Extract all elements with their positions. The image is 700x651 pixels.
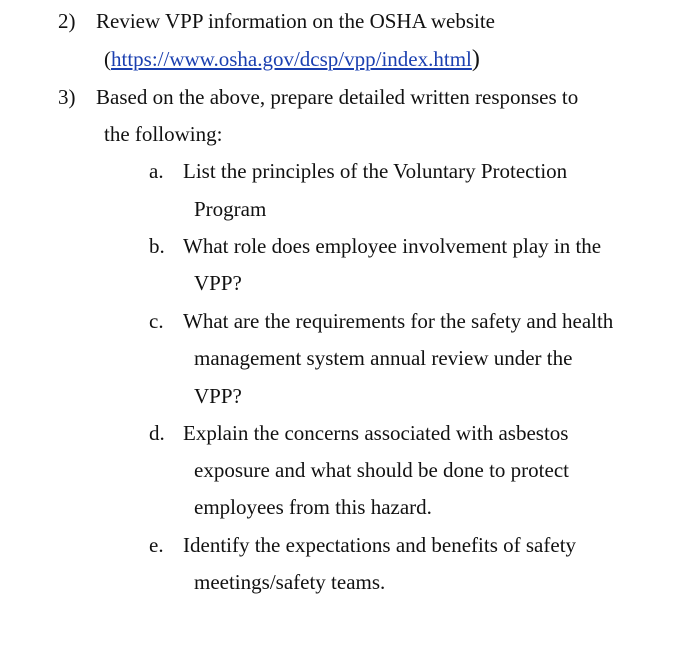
subitem-e-line-2: meetings/safety teams. <box>194 570 386 594</box>
subitem-d-line-2: exposure and what should be done to protect <box>194 458 569 482</box>
link-open-paren: ( <box>104 47 111 71</box>
subitem-d-letter: d. <box>149 421 165 445</box>
subitem-b-line-2: VPP? <box>194 271 242 295</box>
subitem-d-line-1: Explain the concerns associated with asbestos <box>183 421 569 445</box>
subitem-a-line-1: List the principles of the Voluntary Protection <box>183 159 568 183</box>
subitem-c-line-2: management system annual review under the <box>194 346 573 370</box>
item-2-text: Review VPP information on the OSHA website <box>96 9 495 33</box>
item-2-number: 2) <box>58 9 76 33</box>
osha-vpp-link[interactable]: https://www.osha.gov/dcsp/vpp/index.html <box>111 47 472 71</box>
subitem-e-line-1: Identify the expectations and benefits of safety <box>183 533 577 557</box>
subitem-c-line-3: VPP? <box>194 384 242 408</box>
item-3-line-2: the following: <box>104 122 223 146</box>
subitem-a-letter: a. <box>149 159 164 183</box>
subitem-c-letter: c. <box>149 309 164 333</box>
subitem-a-line-2: Program <box>194 197 267 221</box>
item-3-line-1: Based on the above, prepare detailed written responses to <box>96 85 579 109</box>
subitem-b-letter: b. <box>149 234 165 258</box>
item-3-number: 3) <box>58 85 76 109</box>
subitem-d-line-3: employees from this hazard. <box>194 495 432 519</box>
subitem-e-letter: e. <box>149 533 164 557</box>
subitem-c-line-1: What are the requirements for the safety and health <box>183 309 614 333</box>
item-2-link-line <box>104 46 480 72</box>
subitem-b-line-1: What role does employee involvement play in the <box>183 234 602 258</box>
link-close-paren: ) <box>471 46 480 72</box>
